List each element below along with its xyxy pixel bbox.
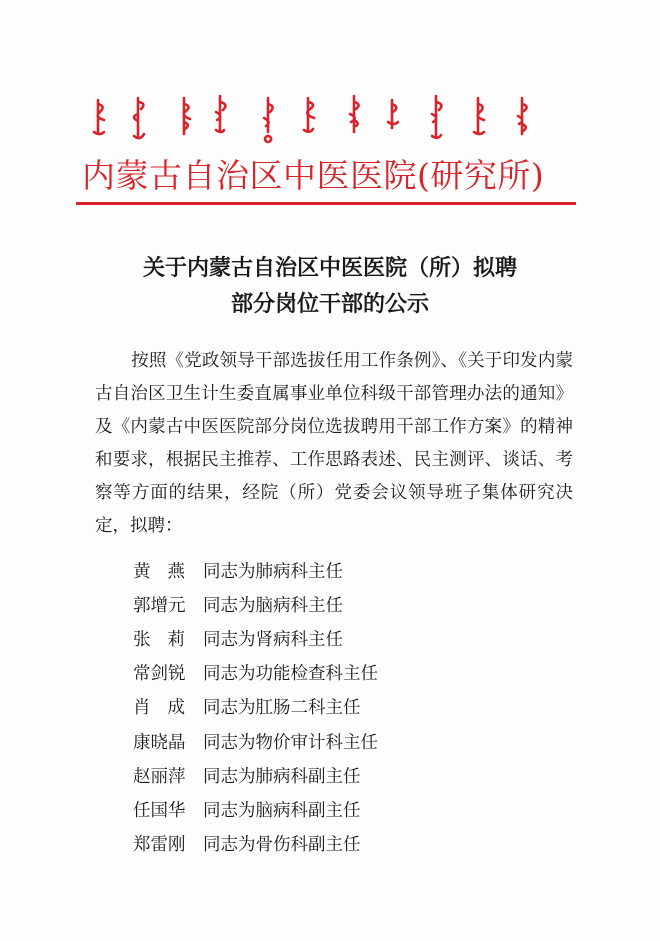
appointee-name: 常剑锐 xyxy=(133,664,186,685)
appointee-name: 郭增元 xyxy=(133,595,186,616)
appointee-name: 肖成 xyxy=(133,698,202,719)
appointee-list xyxy=(133,553,533,861)
appointee-name: 郑雷刚 xyxy=(133,835,186,856)
title-line-2: 部分岗位干部的公示 xyxy=(230,291,429,317)
document-title xyxy=(80,250,580,322)
list-item xyxy=(133,758,533,792)
list-item xyxy=(133,656,533,690)
appointee-name: 黄燕 xyxy=(133,561,202,582)
list-item xyxy=(133,724,533,758)
list-item xyxy=(133,621,533,655)
body-paragraph xyxy=(95,345,573,543)
appointee-name: 康晓晶 xyxy=(133,732,186,753)
organization-name: 内蒙古自治区中医医院(研究所) xyxy=(82,156,545,195)
list-item xyxy=(133,587,533,621)
appointee-post: 同志为肾病科主任 xyxy=(203,629,343,650)
appointee-post: 同志为脑病科主任 xyxy=(203,595,343,616)
appointee-name: 张莉 xyxy=(133,629,202,650)
appointee-post: 同志为功能检查科主任 xyxy=(203,664,378,685)
appointee-post: 同志为脑病科副主任 xyxy=(203,800,361,821)
appointee-post: 同志为肺病科副主任 xyxy=(203,766,361,787)
list-item xyxy=(133,792,533,826)
title-line-1: 关于内蒙古自治区中医医院（所）拟聘 xyxy=(142,255,517,281)
mongolian-script-heading xyxy=(92,92,562,144)
appointee-post: 同志为肺病科主任 xyxy=(203,561,343,582)
body-text: 按照《党政领导干部选拔任用工作条例》、《关于印发内蒙古自治区卫生计生委直属事业单位科级干部管理办法的通知》及《内蒙古中医医院部分岗位选拔聘用干部工作方案》的精神和要求，根据民主推荐、工作思路表述、民主测评、谈话、考察等方面的结果，经院（所）党委会议领导班子集体研究决定，拟聘： xyxy=(95,351,573,536)
appointee-post: 同志为物价审计科主任 xyxy=(203,732,378,753)
list-item xyxy=(133,827,533,861)
appointee-name: 赵丽萍 xyxy=(133,766,186,787)
header-divider xyxy=(76,202,576,205)
appointee-post: 同志为骨伤科副主任 xyxy=(203,835,361,856)
appointee-post: 同志为肛肠二科主任 xyxy=(203,698,361,719)
list-item xyxy=(133,553,533,587)
appointee-name: 任国华 xyxy=(133,800,186,821)
list-item xyxy=(133,690,533,724)
